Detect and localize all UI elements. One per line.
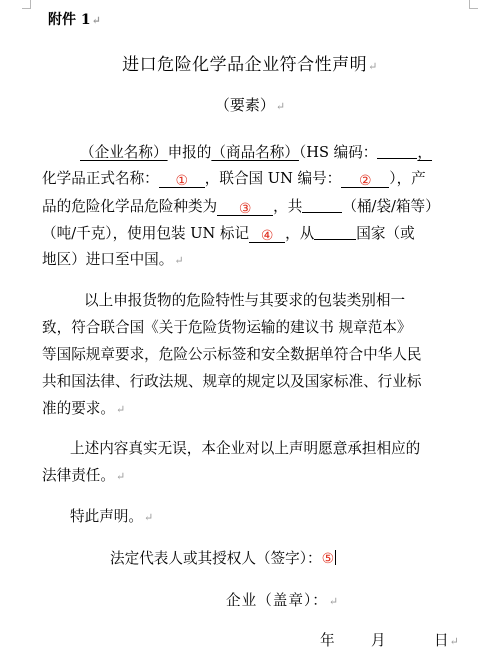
para1-line4 [42,224,415,243]
subtitle-text: （要素） [214,96,275,114]
day-label: 日 [434,632,449,649]
text: 化学品正式名称： [42,170,159,187]
paragraph-mark: ↵ [328,595,340,608]
annex-label [48,9,101,29]
para3-line1 [70,440,420,458]
para1-line5 [42,251,184,270]
para3-line2 [42,467,125,486]
paragraph-mark: ↵ [115,470,126,483]
un-mark-blank [249,227,285,243]
text: 以上申报货物的危险特性与其要求的包装类别相一 [84,292,406,309]
text: 国家（或 [356,225,415,242]
origin-country-blank [314,224,356,240]
para2-line1 [84,292,405,310]
para1-line1 [80,143,432,162]
text: ），产 [389,170,426,187]
text: 准的要求。 [42,400,115,417]
quantity-blank [302,197,342,213]
paragraph-mark: ↵ [115,403,126,416]
closing-statement [70,508,153,527]
text: 等国际规章要求，危险公示标签和安全数据单符合中华人民 [42,346,422,363]
signature-label: 法定代表人或其授权人（签字）： [110,550,322,567]
margin-corner-mark [22,0,31,9]
text: 致，符合联合国《关于危险货物运输的建议书 规章范本》 [42,319,412,336]
text: （HS 编码： [298,144,378,161]
title-text: 进口危险化学品企业符合性声明 [122,55,368,75]
paragraph-mark: ↵ [368,60,378,73]
para2-line2 [42,319,412,337]
text: ，联合国 UN 编号： [204,170,342,187]
seal-line [226,592,339,611]
para1-line2 [42,170,426,188]
text: 地区）进口至中国。 [42,251,174,268]
text: ，从 [285,225,315,242]
hazard-class-blank [217,200,273,216]
text: （桶/袋/箱等） [342,198,440,215]
marker-3: ③ [238,201,252,217]
text: ，共 [273,198,303,215]
text: 法律责任。 [42,467,115,484]
marker-1: ① [175,173,189,189]
para1-line3 [42,197,440,216]
text: 申报的 [167,144,212,161]
paragraph-mark: ↵ [174,254,184,267]
date-year [320,632,335,650]
margin-corner-mark [469,0,478,9]
text: 共和国法律、行政法规、规章的规定以及国家标准、行业标 [42,373,422,390]
text: 上述内容真实无误，本企业对以上声明愿意承担相应的 [70,440,421,457]
para2-line4 [42,373,421,391]
paragraph-mark: ↵ [449,635,459,648]
document-subtitle [0,94,500,115]
month-label: 月 [371,632,386,649]
signature-line [110,550,336,568]
text: ， [417,144,433,161]
para2-line3 [42,346,421,364]
product-name-field: （商品名称） [211,144,299,161]
un-number-blank [341,172,389,188]
chemical-name-blank [159,172,205,188]
document-title [0,50,500,75]
marker-2: ② [359,173,372,189]
date-month [371,632,386,650]
text-cursor [335,550,336,565]
company-name-field: （企业名称） [80,144,168,161]
marker-4: ④ [260,228,274,244]
paragraph-mark: ↵ [143,511,154,524]
date-day [434,632,459,651]
year-label: 年 [320,632,335,649]
text: 品的危险化学品危险种类为 [42,198,218,215]
paragraph-mark: ↵ [91,14,101,27]
seal-label: 企业（盖章）： [226,592,328,609]
paragraph-mark: ↵ [275,100,286,113]
text: 特此声明。 [70,508,143,525]
para2-line5 [42,400,125,419]
annex-text: 附件 1 [48,12,91,28]
hs-code-blank [377,143,417,159]
marker-5: ⑤ [321,551,335,567]
text: （吨/千克），使用包装 UN 标记 [42,225,250,242]
